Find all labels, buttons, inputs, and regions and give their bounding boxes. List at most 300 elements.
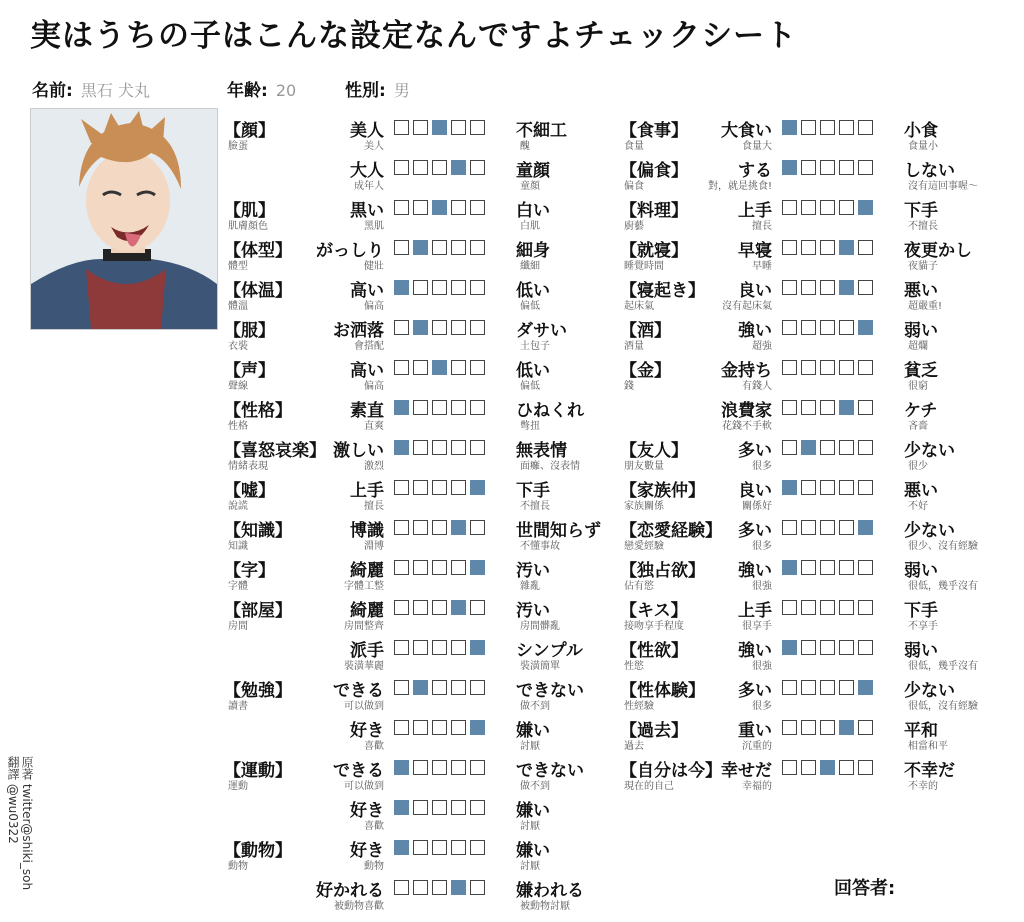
scale-box[interactable] bbox=[413, 120, 428, 135]
scale-box[interactable] bbox=[413, 840, 428, 855]
scale-box[interactable] bbox=[839, 320, 854, 335]
scale-box[interactable] bbox=[820, 640, 835, 655]
scale-box[interactable] bbox=[801, 640, 816, 655]
scale-box[interactable] bbox=[451, 600, 466, 615]
scale-box[interactable] bbox=[451, 560, 466, 575]
left-option-label: 派手 bbox=[350, 641, 384, 661]
scale-box[interactable] bbox=[394, 760, 409, 775]
right-option-label: できない bbox=[516, 681, 584, 701]
scale-box[interactable] bbox=[432, 720, 447, 735]
scale-box[interactable] bbox=[432, 280, 447, 295]
scale-box[interactable] bbox=[782, 360, 797, 375]
right-option-label: 平和 bbox=[904, 721, 938, 741]
left-option-label: 良い bbox=[738, 281, 772, 301]
trait-category-subtitle: 性慾 bbox=[624, 661, 644, 672]
scale-box[interactable] bbox=[801, 160, 816, 175]
trait-category: 【喜怒哀楽】 bbox=[224, 441, 326, 461]
scale-box[interactable] bbox=[413, 520, 428, 535]
scale-box[interactable] bbox=[782, 600, 797, 615]
scale-boxes bbox=[394, 360, 485, 375]
left-option bbox=[620, 434, 772, 474]
trait-row bbox=[620, 714, 1014, 754]
scale-box[interactable] bbox=[432, 880, 447, 895]
scale-box[interactable] bbox=[801, 680, 816, 695]
scale-box[interactable] bbox=[782, 280, 797, 295]
trait-row bbox=[620, 274, 1014, 314]
scale-boxes bbox=[394, 800, 485, 815]
scale-box[interactable] bbox=[432, 160, 447, 175]
left-option-subtitle: 淵博 bbox=[364, 541, 384, 552]
trait-category: 【食事】 bbox=[620, 121, 688, 141]
left-option-subtitle: 房間整齊 bbox=[344, 621, 384, 632]
left-option-subtitle: 激烈 bbox=[364, 461, 384, 472]
scale-box[interactable] bbox=[470, 720, 485, 735]
trait-category: 【料理】 bbox=[620, 201, 688, 221]
scale-box[interactable] bbox=[451, 320, 466, 335]
scale-box[interactable] bbox=[801, 560, 816, 575]
scale-box[interactable] bbox=[839, 640, 854, 655]
right-option-label: ケチ bbox=[904, 401, 938, 421]
right-option-subtitle: 很少 bbox=[908, 461, 928, 472]
right-option-label: 世間知らず bbox=[516, 521, 601, 541]
scale-box[interactable] bbox=[432, 760, 447, 775]
scale-box[interactable] bbox=[820, 680, 835, 695]
scale-box[interactable] bbox=[820, 120, 835, 135]
left-option bbox=[620, 754, 772, 794]
scale-box[interactable] bbox=[394, 880, 409, 895]
scale-box[interactable] bbox=[451, 240, 466, 255]
scale-box[interactable] bbox=[470, 200, 485, 215]
left-option bbox=[620, 474, 772, 514]
scale-box[interactable] bbox=[451, 520, 466, 535]
left-option bbox=[620, 634, 772, 674]
left-option-label: 強い bbox=[738, 321, 772, 341]
scale-box[interactable] bbox=[413, 200, 428, 215]
scale-box[interactable] bbox=[858, 120, 873, 135]
trait-row bbox=[224, 834, 604, 874]
right-option-subtitle: 很低，幾乎沒有 bbox=[908, 661, 978, 672]
scale-box[interactable] bbox=[394, 680, 409, 695]
scale-box[interactable] bbox=[801, 200, 816, 215]
left-option-label: 強い bbox=[738, 641, 772, 661]
scale-box[interactable] bbox=[820, 600, 835, 615]
scale-box[interactable] bbox=[470, 480, 485, 495]
scale-box[interactable] bbox=[839, 680, 854, 695]
scale-box[interactable] bbox=[801, 720, 816, 735]
scale-box[interactable] bbox=[858, 160, 873, 175]
trait-row bbox=[620, 554, 1014, 594]
scale-box[interactable] bbox=[470, 640, 485, 655]
trait-category-subtitle: 朋友數量 bbox=[624, 461, 664, 472]
scale-box[interactable] bbox=[470, 520, 485, 535]
trait-row bbox=[620, 194, 1014, 234]
right-option-label: ひねくれ bbox=[516, 401, 584, 421]
scale-box[interactable] bbox=[820, 240, 835, 255]
scale-box[interactable] bbox=[451, 360, 466, 375]
scale-box[interactable] bbox=[858, 760, 873, 775]
character-portrait bbox=[30, 108, 218, 330]
right-option-label: 無表情 bbox=[516, 441, 567, 461]
scale-box[interactable] bbox=[451, 400, 466, 415]
left-option bbox=[620, 194, 772, 234]
trait-category-subtitle: 現在的自己 bbox=[624, 781, 674, 792]
scale-box[interactable] bbox=[451, 160, 466, 175]
scale-box[interactable] bbox=[801, 320, 816, 335]
scale-box[interactable] bbox=[394, 320, 409, 335]
scale-box[interactable] bbox=[782, 320, 797, 335]
scale-box[interactable] bbox=[413, 160, 428, 175]
scale-box[interactable] bbox=[782, 640, 797, 655]
scale-box[interactable] bbox=[820, 360, 835, 375]
scale-box[interactable] bbox=[820, 760, 835, 775]
trait-category: 【性格】 bbox=[224, 401, 292, 421]
scale-box[interactable] bbox=[432, 240, 447, 255]
scale-box[interactable] bbox=[394, 240, 409, 255]
scale-box[interactable] bbox=[801, 240, 816, 255]
scale-box[interactable] bbox=[858, 720, 873, 735]
scale-box[interactable] bbox=[394, 280, 409, 295]
scale-box[interactable] bbox=[394, 800, 409, 815]
scale-box[interactable] bbox=[432, 640, 447, 655]
scale-box[interactable] bbox=[858, 360, 873, 375]
scale-box[interactable] bbox=[432, 400, 447, 415]
scale-box[interactable] bbox=[839, 720, 854, 735]
left-option bbox=[620, 674, 772, 714]
trait-category-subtitle: 睡覺時間 bbox=[624, 261, 664, 272]
left-option bbox=[224, 714, 384, 754]
trait-row bbox=[224, 474, 604, 514]
scale-box[interactable] bbox=[470, 600, 485, 615]
scale-box[interactable] bbox=[839, 520, 854, 535]
scale-box[interactable] bbox=[470, 400, 485, 415]
right-option-label: 嫌い bbox=[516, 721, 550, 741]
left-option-subtitle: 可以做到 bbox=[344, 701, 384, 712]
scale-box[interactable] bbox=[801, 120, 816, 135]
scale-box[interactable] bbox=[858, 200, 873, 215]
scale-box[interactable] bbox=[839, 280, 854, 295]
scale-box[interactable] bbox=[820, 480, 835, 495]
right-option-subtitle: 做不到 bbox=[520, 781, 550, 792]
scale-box[interactable] bbox=[470, 240, 485, 255]
left-option-label: できる bbox=[333, 681, 384, 701]
right-option-label: 細身 bbox=[516, 241, 550, 261]
scale-box[interactable] bbox=[451, 480, 466, 495]
scale-boxes bbox=[394, 440, 485, 455]
right-option-subtitle: 沒有這回事喔～ bbox=[908, 181, 978, 192]
scale-box[interactable] bbox=[394, 720, 409, 735]
scale-box[interactable] bbox=[839, 480, 854, 495]
trait-row bbox=[224, 234, 604, 274]
scale-box[interactable] bbox=[413, 400, 428, 415]
right-option-subtitle: 很窮 bbox=[908, 381, 928, 392]
scale-box[interactable] bbox=[782, 120, 797, 135]
scale-box[interactable] bbox=[394, 640, 409, 655]
left-option bbox=[224, 114, 384, 154]
left-option bbox=[224, 434, 384, 474]
scale-box[interactable] bbox=[470, 840, 485, 855]
left-option-subtitle: 動物 bbox=[364, 861, 384, 872]
right-option-label: 低い bbox=[516, 281, 550, 301]
scale-box[interactable] bbox=[413, 600, 428, 615]
left-option bbox=[224, 314, 384, 354]
credit-original: 原著 twitter@shiki_soh bbox=[20, 756, 34, 891]
trait-category: 【嘘】 bbox=[224, 481, 275, 501]
scale-box[interactable] bbox=[470, 160, 485, 175]
right-option-label: 嫌われる bbox=[516, 881, 584, 901]
scale-box[interactable] bbox=[413, 560, 428, 575]
scale-box[interactable] bbox=[432, 440, 447, 455]
left-option-subtitle: 很多 bbox=[752, 701, 772, 712]
scale-box[interactable] bbox=[839, 440, 854, 455]
left-option-label: 綺麗 bbox=[350, 561, 384, 581]
scale-box[interactable] bbox=[451, 840, 466, 855]
right-option-subtitle: 白肌 bbox=[520, 221, 540, 232]
left-option-subtitle: 可以做到 bbox=[344, 781, 384, 792]
scale-box[interactable] bbox=[782, 720, 797, 735]
trait-category: 【酒】 bbox=[620, 321, 671, 341]
scale-boxes bbox=[394, 880, 485, 895]
scale-box[interactable] bbox=[413, 320, 428, 335]
scale-box[interactable] bbox=[801, 400, 816, 415]
left-option bbox=[224, 154, 384, 194]
scale-box[interactable] bbox=[820, 520, 835, 535]
scale-box[interactable] bbox=[394, 560, 409, 575]
scale-box[interactable] bbox=[858, 320, 873, 335]
left-option bbox=[224, 474, 384, 514]
scale-box[interactable] bbox=[839, 400, 854, 415]
scale-box[interactable] bbox=[432, 480, 447, 495]
scale-box[interactable] bbox=[413, 480, 428, 495]
scale-box[interactable] bbox=[451, 880, 466, 895]
scale-box[interactable] bbox=[801, 760, 816, 775]
scale-box[interactable] bbox=[451, 680, 466, 695]
scale-box[interactable] bbox=[801, 280, 816, 295]
scale-box[interactable] bbox=[820, 560, 835, 575]
trait-category: 【就寝】 bbox=[620, 241, 688, 261]
scale-box[interactable] bbox=[413, 680, 428, 695]
scale-boxes bbox=[782, 280, 873, 295]
trait-category: 【キス】 bbox=[620, 601, 688, 621]
scale-box[interactable] bbox=[801, 440, 816, 455]
scale-box[interactable] bbox=[451, 640, 466, 655]
scale-box[interactable] bbox=[858, 680, 873, 695]
scale-box[interactable] bbox=[413, 280, 428, 295]
scale-box[interactable] bbox=[801, 480, 816, 495]
scale-box[interactable] bbox=[470, 560, 485, 575]
scale-box[interactable] bbox=[820, 200, 835, 215]
right-option-label: 嫌い bbox=[516, 801, 550, 821]
scale-box[interactable] bbox=[451, 800, 466, 815]
trait-category-subtitle: 佔有慾 bbox=[624, 581, 654, 592]
scale-box[interactable] bbox=[432, 600, 447, 615]
trait-category-subtitle: 知識 bbox=[228, 541, 248, 552]
left-option-label: 素直 bbox=[350, 401, 384, 421]
trait-row bbox=[224, 314, 604, 354]
scale-box[interactable] bbox=[839, 600, 854, 615]
trait-row bbox=[224, 874, 604, 914]
left-option-label: 高い bbox=[350, 361, 384, 381]
scale-box[interactable] bbox=[413, 720, 428, 735]
scale-box[interactable] bbox=[858, 280, 873, 295]
age-field bbox=[227, 76, 296, 101]
trait-category: 【過去】 bbox=[620, 721, 688, 741]
scale-box[interactable] bbox=[470, 360, 485, 375]
scale-box[interactable] bbox=[394, 360, 409, 375]
scale-box[interactable] bbox=[394, 600, 409, 615]
scale-box[interactable] bbox=[858, 400, 873, 415]
scale-box[interactable] bbox=[820, 720, 835, 735]
trait-row bbox=[224, 634, 604, 674]
scale-box[interactable] bbox=[394, 840, 409, 855]
scale-box[interactable] bbox=[782, 680, 797, 695]
scale-box[interactable] bbox=[451, 440, 466, 455]
left-option-label: 幸せだ bbox=[721, 761, 772, 781]
scale-box[interactable] bbox=[413, 240, 428, 255]
left-option bbox=[224, 514, 384, 554]
right-option-label: 弱い bbox=[904, 321, 938, 341]
left-option-label: 綺麗 bbox=[350, 601, 384, 621]
credit bbox=[6, 756, 34, 890]
scale-box[interactable] bbox=[839, 240, 854, 255]
scale-boxes bbox=[782, 480, 873, 495]
gender-label: 性別: bbox=[345, 81, 386, 101]
scale-box[interactable] bbox=[470, 880, 485, 895]
right-option-label: 貧乏 bbox=[904, 361, 938, 381]
scale-box[interactable] bbox=[801, 520, 816, 535]
trait-row bbox=[224, 714, 604, 754]
scale-box[interactable] bbox=[432, 520, 447, 535]
left-option bbox=[224, 554, 384, 594]
scale-box[interactable] bbox=[432, 680, 447, 695]
scale-box[interactable] bbox=[801, 360, 816, 375]
scale-box[interactable] bbox=[839, 120, 854, 135]
scale-box[interactable] bbox=[470, 120, 485, 135]
scale-box[interactable] bbox=[839, 560, 854, 575]
scale-box[interactable] bbox=[394, 120, 409, 135]
left-option-label: する bbox=[738, 161, 772, 181]
scale-box[interactable] bbox=[413, 360, 428, 375]
scale-box[interactable] bbox=[782, 520, 797, 535]
trait-category: 【恋愛経験】 bbox=[620, 521, 722, 541]
right-option-subtitle: 很低，幾乎沒有 bbox=[908, 581, 978, 592]
left-option-subtitle: 偏高 bbox=[364, 381, 384, 392]
scale-box[interactable] bbox=[413, 440, 428, 455]
left-option-label: 多い bbox=[738, 441, 772, 461]
scale-boxes bbox=[394, 560, 485, 575]
trait-row bbox=[620, 394, 1014, 434]
scale-box[interactable] bbox=[413, 880, 428, 895]
scale-box[interactable] bbox=[858, 240, 873, 255]
scale-box[interactable] bbox=[858, 640, 873, 655]
scale-box[interactable] bbox=[820, 320, 835, 335]
scale-box[interactable] bbox=[820, 400, 835, 415]
scale-box[interactable] bbox=[451, 760, 466, 775]
scale-box[interactable] bbox=[432, 800, 447, 815]
scale-box[interactable] bbox=[394, 440, 409, 455]
scale-box[interactable] bbox=[394, 520, 409, 535]
left-option-label: 大人 bbox=[350, 161, 384, 181]
scale-box[interactable] bbox=[470, 680, 485, 695]
scale-box[interactable] bbox=[820, 440, 835, 455]
scale-box[interactable] bbox=[432, 360, 447, 375]
scale-box[interactable] bbox=[470, 800, 485, 815]
scale-box[interactable] bbox=[470, 280, 485, 295]
scale-box[interactable] bbox=[451, 200, 466, 215]
scale-box[interactable] bbox=[432, 200, 447, 215]
right-option-subtitle: 食量小 bbox=[908, 141, 938, 152]
scale-boxes bbox=[782, 520, 873, 535]
right-option-label: しない bbox=[904, 161, 955, 181]
scale-box[interactable] bbox=[432, 320, 447, 335]
scale-box[interactable] bbox=[470, 440, 485, 455]
trait-row bbox=[620, 754, 1014, 794]
scale-box[interactable] bbox=[782, 200, 797, 215]
scale-boxes bbox=[394, 240, 485, 255]
scale-boxes bbox=[394, 400, 485, 415]
scale-box[interactable] bbox=[858, 480, 873, 495]
scale-box[interactable] bbox=[413, 640, 428, 655]
scale-boxes bbox=[394, 760, 485, 775]
name-value: 黒石 犬丸 bbox=[80, 81, 150, 100]
scale-box[interactable] bbox=[782, 240, 797, 255]
trait-row bbox=[620, 474, 1014, 514]
scale-box[interactable] bbox=[858, 440, 873, 455]
scale-box[interactable] bbox=[858, 520, 873, 535]
trait-category-subtitle: 起床氣 bbox=[624, 301, 654, 312]
scale-box[interactable] bbox=[839, 760, 854, 775]
right-option-subtitle: 纖細 bbox=[520, 261, 540, 272]
scale-box[interactable] bbox=[451, 280, 466, 295]
scale-box[interactable] bbox=[470, 760, 485, 775]
trait-category-subtitle: 衣裝 bbox=[228, 341, 248, 352]
scale-box[interactable] bbox=[451, 120, 466, 135]
scale-box[interactable] bbox=[394, 480, 409, 495]
scale-box[interactable] bbox=[451, 720, 466, 735]
scale-box[interactable] bbox=[394, 160, 409, 175]
scale-box[interactable] bbox=[432, 840, 447, 855]
scale-box[interactable] bbox=[858, 600, 873, 615]
scale-box[interactable] bbox=[432, 120, 447, 135]
trait-row bbox=[224, 194, 604, 234]
scale-box[interactable] bbox=[839, 360, 854, 375]
scale-box[interactable] bbox=[782, 160, 797, 175]
scale-box[interactable] bbox=[782, 760, 797, 775]
trait-category-subtitle: 動物 bbox=[228, 861, 248, 872]
scale-box[interactable] bbox=[782, 480, 797, 495]
scale-box[interactable] bbox=[801, 600, 816, 615]
scale-box[interactable] bbox=[394, 200, 409, 215]
scale-box[interactable] bbox=[413, 800, 428, 815]
scale-box[interactable] bbox=[432, 560, 447, 575]
right-option-label: 童顔 bbox=[516, 161, 550, 181]
right-option-label: 下手 bbox=[904, 201, 938, 221]
scale-box[interactable] bbox=[820, 280, 835, 295]
scale-box[interactable] bbox=[839, 160, 854, 175]
scale-box[interactable] bbox=[820, 160, 835, 175]
scale-box[interactable] bbox=[839, 200, 854, 215]
scale-box[interactable] bbox=[394, 400, 409, 415]
scale-box[interactable] bbox=[782, 560, 797, 575]
scale-box[interactable] bbox=[858, 560, 873, 575]
trait-category: 【友人】 bbox=[620, 441, 688, 461]
scale-box[interactable] bbox=[470, 320, 485, 335]
scale-box[interactable] bbox=[782, 440, 797, 455]
scale-box[interactable] bbox=[782, 400, 797, 415]
left-option-label: 浪費家 bbox=[721, 401, 772, 421]
trait-category-subtitle: 性經驗 bbox=[624, 701, 654, 712]
trait-category-subtitle: 過去 bbox=[624, 741, 644, 752]
scale-box[interactable] bbox=[413, 760, 428, 775]
